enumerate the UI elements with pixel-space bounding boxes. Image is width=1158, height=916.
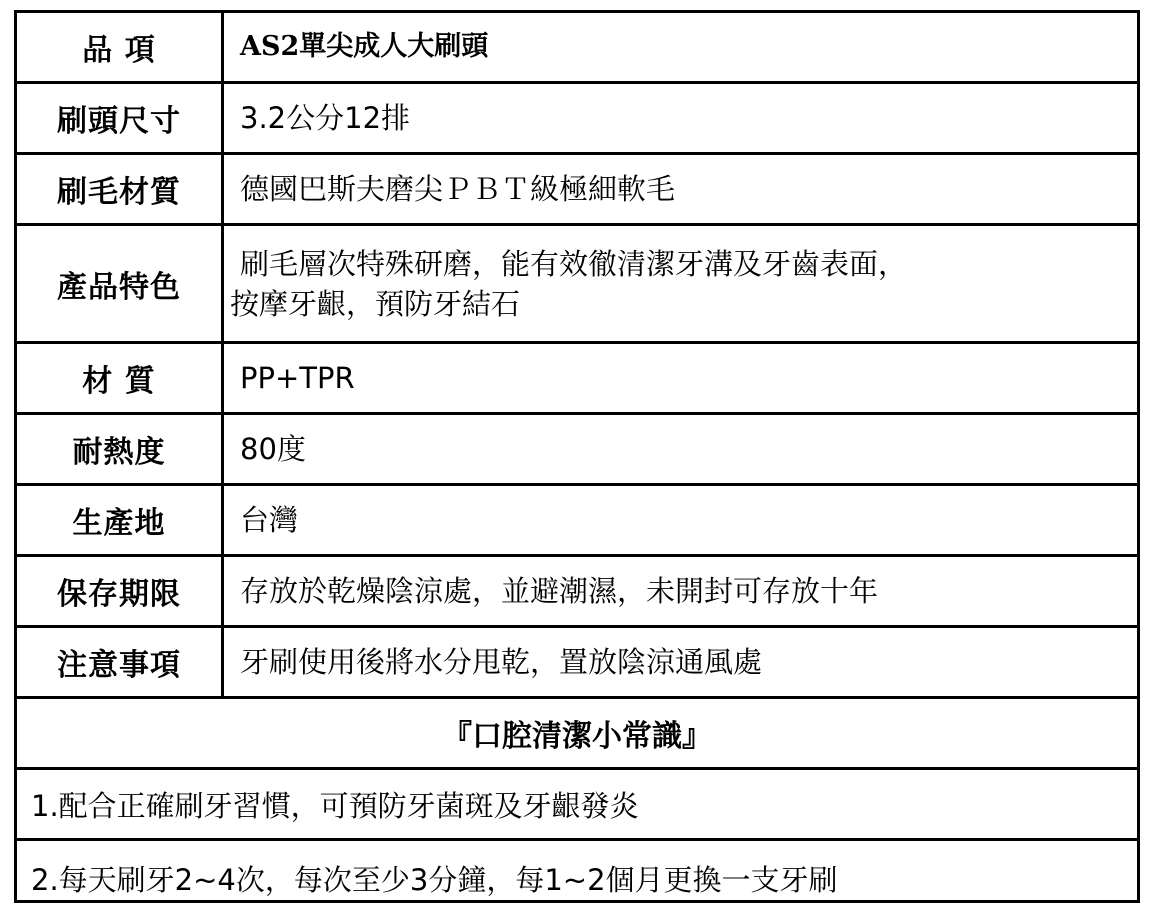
spec-row-brush-size [17, 84, 1137, 155]
spec-label: 產品特色 [17, 226, 224, 341]
spec-value-line: 刷毛層次特殊研磨，能有效徹清潔牙溝及牙齒表面， [240, 246, 908, 281]
spec-value: 存放於乾燥陰涼處，並避潮濕，未開封可存放十年 [240, 574, 879, 608]
spec-value: 德國巴斯夫磨尖ＰＢＴ級極細軟毛 [240, 172, 676, 206]
spec-label: 品 項 [17, 13, 224, 81]
spec-label: 保存期限 [17, 557, 224, 625]
spec-label: 生產地 [17, 486, 224, 554]
spec-label: 刷毛材質 [17, 155, 224, 223]
spec-row-notes [17, 628, 1137, 699]
product-spec-table [14, 10, 1140, 903]
spec-label: 材 質 [17, 344, 224, 412]
spec-row-material [17, 344, 1137, 415]
spec-value-line: 按摩牙齦，預防牙結石 [230, 286, 521, 321]
spec-value: PP+TPR [240, 361, 355, 395]
spec-value: AS2單尖成人大刷頭 [240, 31, 489, 62]
spec-label: 耐熱度 [17, 415, 224, 483]
spec-label: 刷頭尺寸 [17, 84, 224, 152]
spec-row-item [17, 13, 1137, 84]
spec-value: 牙刷使用後將水分甩乾，置放陰涼通風處 [240, 645, 763, 679]
oral-care-tip: 2.每天刷牙2~4次，每次至少3分鐘，每1~2個月更換一支牙刷 [31, 863, 838, 897]
spec-value [224, 226, 1137, 341]
spec-row-heat-resistance [17, 415, 1137, 486]
spec-value: 台灣 [240, 503, 299, 537]
spec-label: 注意事項 [17, 628, 224, 696]
spec-value: 80度 [240, 432, 306, 466]
oral-care-tips-heading: 『口腔清潔小常識』 [17, 699, 1137, 770]
spec-row-shelf-life [17, 557, 1137, 628]
spec-value: 3.2公分12排 [240, 101, 411, 135]
spec-row-features [17, 226, 1137, 344]
spec-row-origin [17, 486, 1137, 557]
spec-row-bristle-material [17, 155, 1137, 226]
oral-care-tip: 1.配合正確刷牙習慣，可預防牙菌斑及牙齦發炎 [17, 770, 1137, 841]
